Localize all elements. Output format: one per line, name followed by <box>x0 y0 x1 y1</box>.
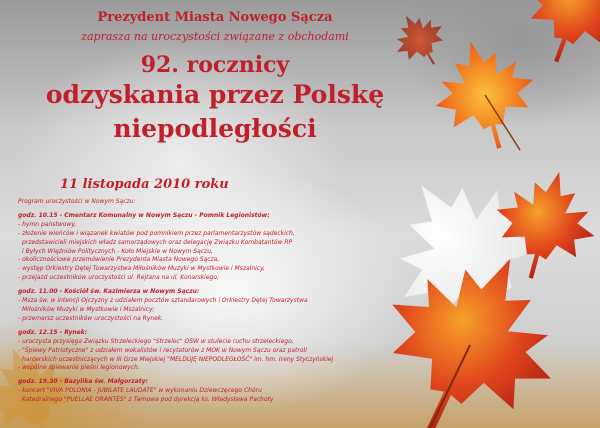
program-line: Katedralnego "PUELLAE ORANTES" z Tarnowa pod dyrekcją ks. Władysława Pachoty <box>22 396 274 404</box>
inviter-line: Prezydent Miasta Nowego Sącza <box>97 10 333 25</box>
program-line: - hymn państwowy, <box>18 220 77 228</box>
program-title: Program uroczystości w Nowym Sączu: <box>18 198 136 205</box>
title-line-3: niepodległości <box>113 114 317 143</box>
program-line: - złożenie wieńców i wiązanek kwiatów pod pomnikiem przez parlamentarzystów sądeckich, <box>18 229 295 237</box>
program-line: - Msza św. w intencji Ojczyzny z udziałem pocztów sztandarowych i Orkiestry Dętej Towarzystwa <box>18 297 308 305</box>
program-line: - okolicznościowe przemówienie Prezydenta Miasta Nowego Sącza, <box>18 256 220 264</box>
program-line: harcerskich uczestniczących w III Grze Miejskiej "MELDUJĘ NIEPODLEGŁOŚĆ" im. hm. Ireny Styczyńskiej <box>22 355 334 363</box>
program-line: - koncert "VIVA POLONIA - JUBILATE LAUDATE" w wykonaniu Dziewczęcego Chóru <box>18 387 262 395</box>
program-line: - występ Orkiestry Dętej Towarzystwa Miłośników Muzyki w Mystkowie i Mszalnicy, <box>18 265 266 273</box>
event-date: 11 listopada 2010 roku <box>60 177 229 192</box>
program-line: - przemarsz uczestników uroczystości na Rynek. <box>18 314 164 322</box>
invitation-line: zaprasza na uroczystości związane z obchodami <box>81 30 349 43</box>
program-line: - wspólne śpiewanie pieśni legionowych. <box>18 364 140 372</box>
program-line: - "Śpiewy Patriotyczne" z udziałem wokalistów i recytatorów z MOK w Nowym Sączu oraz patroli <box>18 346 307 354</box>
program-heading: godz. 19.30 - Bazylika św. Małgorzaty: <box>18 378 148 386</box>
title-line-2: odzyskania przez Polskę <box>45 80 385 109</box>
program-line: przedstawicieli miejskich władz samorządowych oraz delegację Związku Kombatantów RP <box>22 238 293 246</box>
program-line: i Byłych Więźniów Politycznych - Koło Miejskie w Nowym Sączu, <box>22 247 213 255</box>
program-section <box>18 198 428 405</box>
program-heading: godz. 11.00 - Kościół św. Kazimierza w Nowym Sączu: <box>18 288 200 296</box>
program-line: - uroczysta przysięga Związku Strzeleckiego "Strzelec" OSW w stulecie ruchu strzeleckiego, <box>18 337 294 345</box>
program-heading: godz. 12.15 - Rynek: <box>18 328 88 336</box>
program-heading: godz. 10.15 - Cmentarz Komunalny w Nowym Sączu - Pomnik Legionistów: <box>18 211 270 219</box>
title-line-1: 92. rocznicy <box>140 52 290 78</box>
program-line: Miłośników Muzyki w Mystkowie i Mszalnicy; <box>22 305 155 313</box>
program-line: - przejazd uczestników uroczystości ul. Rejtana na ul. Konarskiego; <box>18 274 220 282</box>
